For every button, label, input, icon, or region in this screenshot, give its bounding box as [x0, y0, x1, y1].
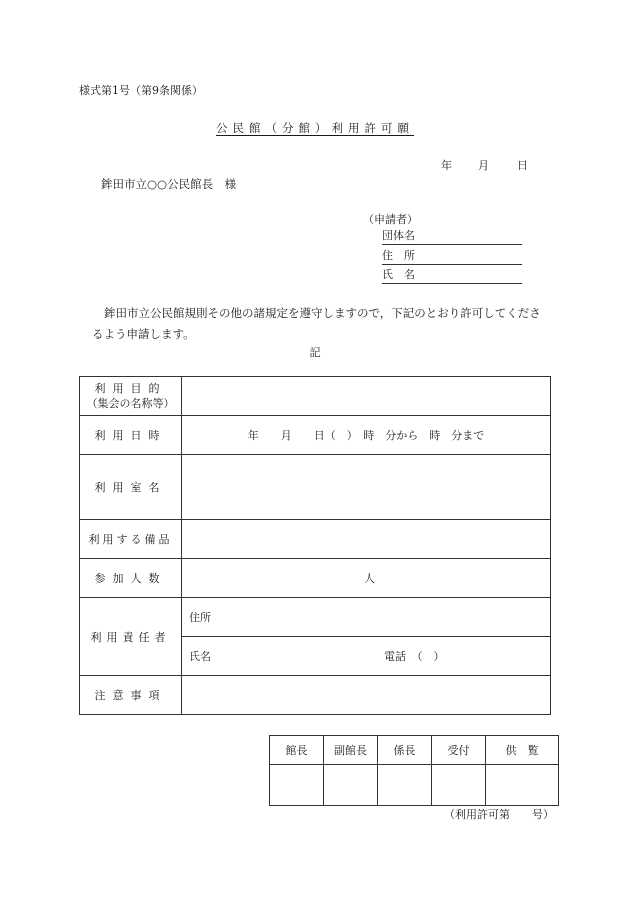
- room-row: [80, 455, 551, 520]
- stamp-box-circulation[interactable]: [486, 765, 559, 806]
- group-name-field[interactable]: [382, 227, 522, 245]
- notes-row: [80, 676, 551, 715]
- approval-stamp-table: [269, 735, 559, 806]
- purpose-label: [80, 377, 182, 416]
- room-label: 利用室名: [80, 455, 182, 520]
- participants-unit: 人: [364, 572, 375, 585]
- approval-stamp-row: [270, 765, 559, 806]
- year-label: 年: [441, 159, 452, 172]
- participants-row: [80, 559, 551, 598]
- page-title: 公民館（分館）利用許可願: [216, 121, 414, 135]
- approval-header-circulation: 供 覧: [486, 736, 559, 765]
- purpose-label-sub: （集会の名称等）: [86, 397, 175, 410]
- month-label: 月: [478, 159, 489, 172]
- notes-label: 注意事項: [80, 676, 182, 715]
- approval-header-chief: 係長: [378, 736, 432, 765]
- addressee: 鉾田市立○○公民館長 様: [101, 177, 237, 191]
- applicant-heading: （申請者）: [363, 213, 418, 226]
- approval-header-director: 館長: [270, 736, 324, 765]
- group-name-label: 団体名: [382, 229, 415, 242]
- responsible-label: 利用責任者: [80, 598, 182, 676]
- applicant-address-field[interactable]: [382, 247, 522, 265]
- approval-header-reception: 受付: [432, 736, 486, 765]
- purpose-label-main: 利用目的: [94, 382, 167, 395]
- notes-field[interactable]: [182, 676, 551, 715]
- responsible-phone-label: 電話 （ ）: [384, 650, 445, 663]
- equipment-row: [80, 520, 551, 559]
- request-statement: 鉾田市立公民館規則その他の諸規定を遵守しますので，下記のとおり許可してくださるよう申請します。: [92, 306, 541, 341]
- datetime-row: [80, 416, 551, 455]
- application-table: [79, 376, 551, 715]
- responsible-name-field[interactable]: [182, 637, 551, 676]
- room-field[interactable]: [182, 455, 551, 520]
- purpose-row: [80, 377, 551, 416]
- stamp-box-chief[interactable]: [378, 765, 432, 806]
- form-number: 様式第1号（第9条関係）: [79, 84, 203, 97]
- day-label: 日: [517, 159, 528, 172]
- equipment-field[interactable]: [182, 520, 551, 559]
- date-line: [441, 157, 528, 173]
- permit-number: （利用許可第 号）: [444, 808, 554, 821]
- equipment-label: 利用する備品: [80, 520, 182, 559]
- applicant-address-label: 住 所: [382, 249, 415, 262]
- purpose-field[interactable]: [182, 377, 551, 416]
- responsible-address-field[interactable]: [182, 598, 551, 637]
- applicant-name-label: 氏 名: [382, 268, 415, 281]
- stamp-box-reception[interactable]: [432, 765, 486, 806]
- datetime-field[interactable]: 年 月 日（ ） 時 分から 時 分まで: [182, 416, 551, 455]
- responsible-row-address: [80, 598, 551, 637]
- applicant-name-field[interactable]: [382, 266, 522, 284]
- participants-label: 参加人数: [80, 559, 182, 598]
- participants-field[interactable]: [182, 559, 551, 598]
- responsible-address-label: 住所: [189, 611, 211, 624]
- responsible-name-label: 氏名: [189, 650, 211, 663]
- stamp-box-director[interactable]: [270, 765, 324, 806]
- approval-header-deputy: 副館長: [324, 736, 378, 765]
- stamp-box-deputy[interactable]: [324, 765, 378, 806]
- ki-heading: 記: [309, 346, 321, 359]
- datetime-label: 利用日時: [80, 416, 182, 455]
- approval-header-row: [270, 736, 559, 765]
